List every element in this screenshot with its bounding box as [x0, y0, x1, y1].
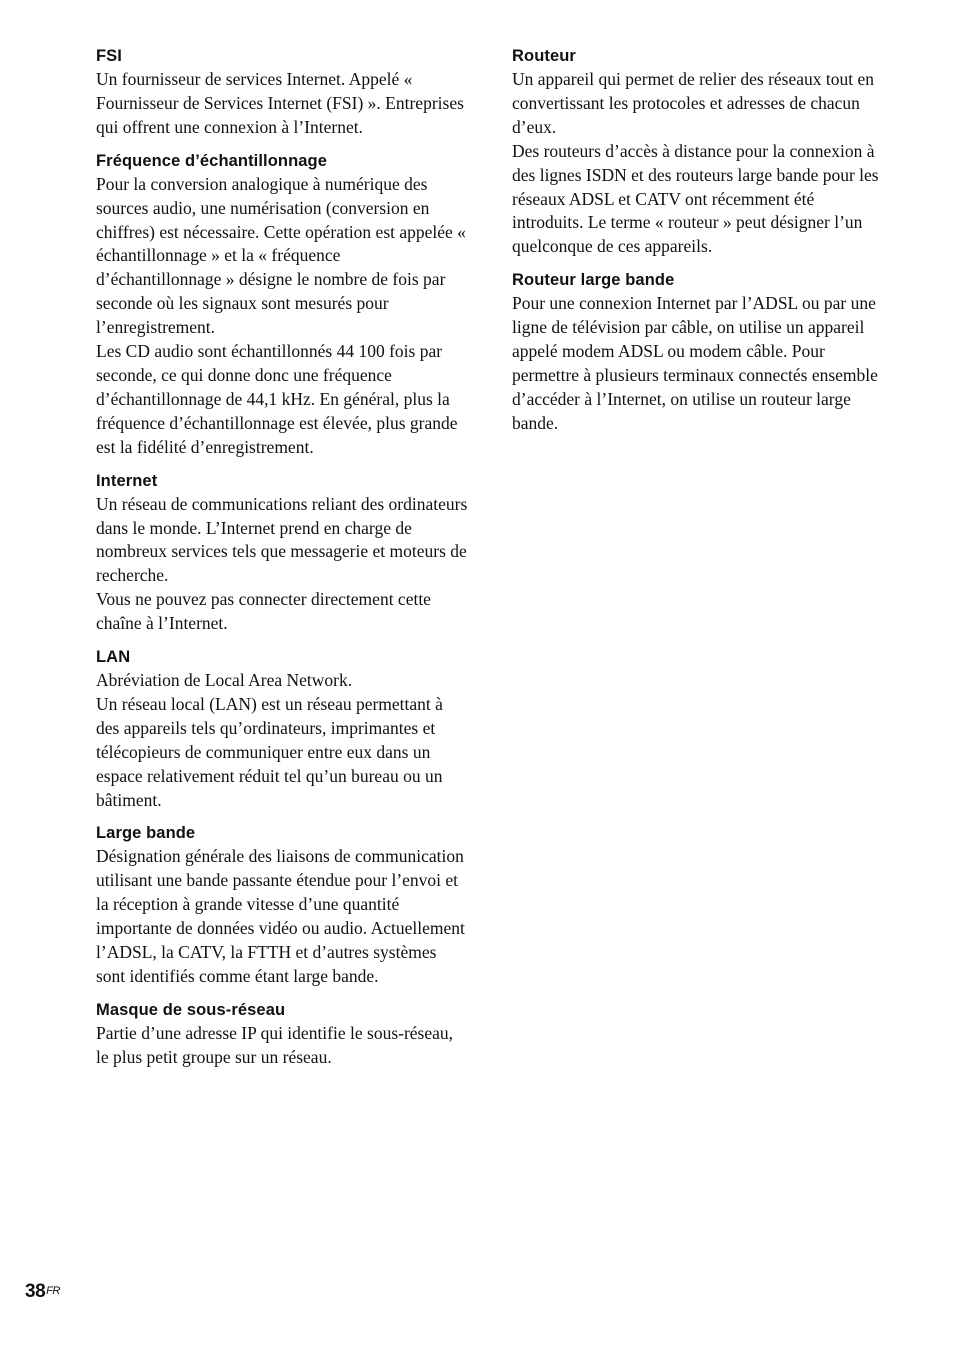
entry-paragraph: Des routeurs d’accès à distance pour la connexion à des lignes ISDN et des routeurs large bande pour les réseaux ADSL et CATV ont récemment été introduits. Le terme « routeur » peut désigner l’un quelconque de ces appareils. [512, 140, 879, 257]
entry-paragraph: Partie d’une adresse IP qui identifie le sous-réseau, le plus petit groupe sur un réseau. [96, 1022, 454, 1067]
entry-paragraph: Un appareil qui permet de relier des réseaux tout en convertissant les protocoles et adresses de chacun d’eux. [512, 69, 875, 137]
entry-term: FSI [96, 47, 122, 65]
entry-term: Routeur [512, 47, 576, 65]
glossary-entry-large-bande [96, 821, 468, 988]
entry-paragraph: Abréviation de Local Area Network. [96, 670, 353, 691]
glossary-entry-internet [96, 469, 468, 636]
entry-term: LAN [96, 648, 131, 667]
page-language-suffix: FR [46, 1285, 60, 1297]
entry-paragraph: Les CD audio sont échantillonnés 44 100 fois par seconde, ce qui donne donc une fréquence d’échantillonnage de 44,1 kHz. En général, plus la fréquence d’échantillonnage est élevée, plus grande est la fidélité d’enregistrement. [96, 341, 458, 457]
entry-paragraph: Un réseau de communications reliant des ordinateurs dans le monde. L’Internet prend en charge de nombreux services tels que messagerie et moteurs de recherche. [96, 493, 468, 586]
glossary-left-column [96, 44, 468, 1079]
entry-paragraph: Un fournisseur de services Internet. Appelé « Fournisseur de Services Internet (FSI) ». Entreprises qui offrent une connexion à l’Internet. [96, 69, 464, 137]
glossary-entry-masque-sous-reseau [96, 998, 468, 1070]
glossary-entry-routeur [512, 44, 884, 259]
entry-paragraph: Un réseau local (LAN) est un réseau permettant à des appareils tels qu’ordinateurs, imprimantes et télécopieurs de communiquer entre eux dans un espace relativement réduit tel qu’un bureau ou un bâtiment. [96, 693, 443, 810]
glossary-entry-routeur-large-bande [512, 268, 884, 435]
entry-paragraph: Pour la conversion analogique à numérique des sources audio, une numérisation (conversion en chiffres) est nécessaire. Cette opération est appelée « échantillonnage » et la « fréquence d’échantillonnage » désigne le nombre de fois par seconde où les signaux sont mesurés pour l’enregistrement. [96, 173, 466, 338]
glossary-entry-lan [96, 645, 468, 812]
entry-term: Masque de sous-réseau [96, 1000, 286, 1019]
entry-term: Fréquence d’échantillonnage [96, 151, 327, 170]
glossary-entry-frequence-echantillonnage [96, 149, 468, 460]
glossary-entry-fsi [96, 44, 468, 140]
entry-paragraph: Vous ne pouvez pas connecter directement cette chaîne à l’Internet. [96, 589, 431, 634]
entry-term: Internet [96, 471, 158, 490]
entry-term: Large bande [96, 824, 196, 843]
glossary-right-column [512, 44, 884, 445]
page-number [25, 1280, 60, 1304]
entry-paragraph: Pour une connexion Internet par l’ADSL ou par une ligne de télévision par câble, on utilise un appareil appelé modem ADSL ou modem câble. Pour permettre à plusieurs terminaux connectés ensemble d’accéder à l’Internet, on utilise un routeur large bande. [512, 293, 878, 433]
page-number-value: 38 [25, 1281, 46, 1302]
entry-paragraph: Désignation générale des liaisons de communication utilisant une bande passante étendue pour l’envoi et la réception à grande vitesse d’une quantité importante de données vidéo ou audio. Actuellement l’ADSL, la CATV, la FTTH et d’autres systèmes sont identifiés comme étant large bande. [96, 846, 465, 986]
entry-term: Routeur large bande [512, 271, 675, 290]
